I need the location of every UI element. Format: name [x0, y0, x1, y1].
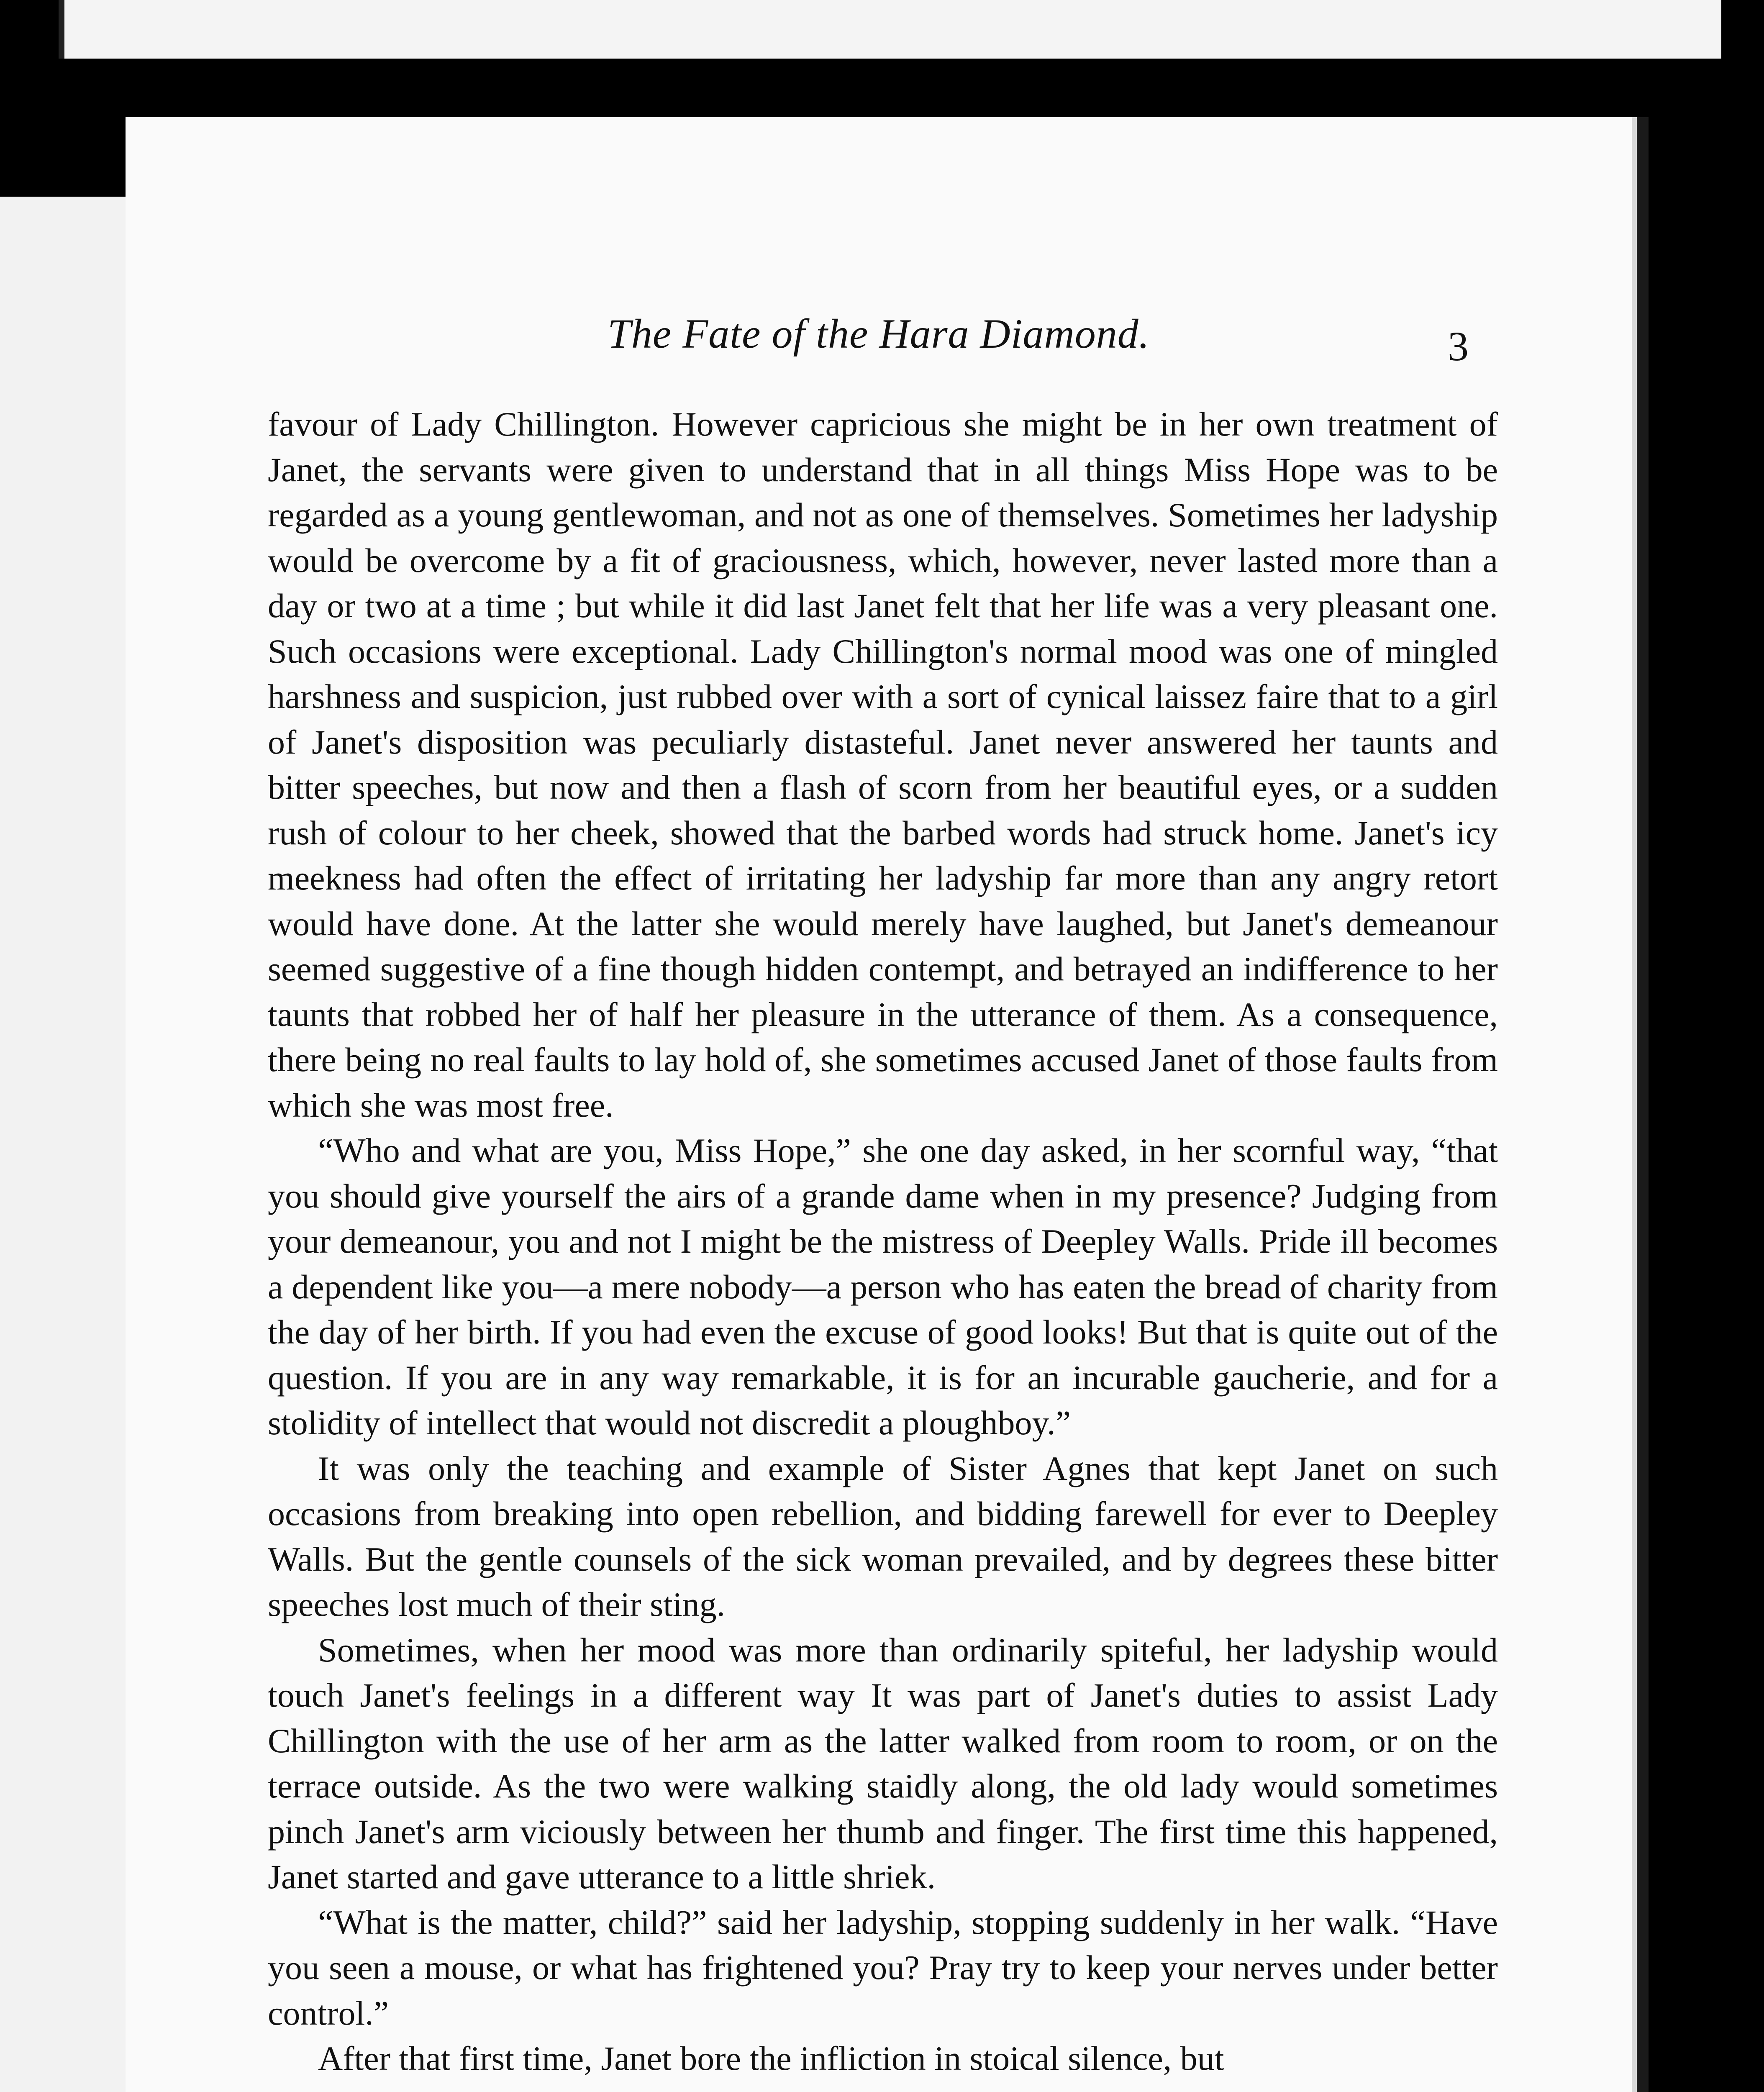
page-number: 3	[1448, 323, 1469, 369]
paragraph: “Who and what are you, Miss Hope,” she one day asked, in her scornful way, “that you should give yourself the airs of a grande dame when in my presence? Judging from your demeanour, you and not I might be the mistress of Deepley Walls. Pride ill becomes a dependent like you—a mere nobody—a person who has eaten the bread of charity from the day of her birth. If you had even the excuse of good looks! But that is quite out of the question. If you are in any way remarkable, it is for an incurable gaucherie, and for a stolidity of intellect that would not discredit a ploughboy.”	[268, 1131, 1498, 1442]
paragraph: Sometimes, when her mood was more than ordinarily spiteful, her ladyship would touch Janet's feelings in a different way It was part of Janet's duties to assist Lady Chillington with the use of her arm as the latter walked from room to room, or on the terrace outside. As the two were walking staidly along, the old lady would sometimes pinch Janet's arm viciously between her thumb and finger. The first time this happened, Janet started and gave utterance to a little shriek.	[268, 1631, 1498, 1896]
paragraph: It was only the teaching and example of Sister Agnes that kept Janet on such occasions from breaking into open rebellion, and bidding farewell for ever to Deepley Walls. But the gentle counsels of the sick woman prevailed, and by degrees these bitter speeches lost much of their sting.	[268, 1449, 1498, 1623]
paragraph: “What is the matter, child?” said her ladyship, stopping suddenly in her walk. “Have you seen a mouse, or what has frightened you? Pray try to keep your nerves under better control.”	[268, 1903, 1498, 2032]
body-text	[268, 402, 1498, 2082]
running-head: The Fate of the Hara Diamond.	[608, 310, 1150, 357]
book-page	[126, 117, 1632, 2092]
previous-page-edge	[59, 0, 1721, 59]
paragraph: After that first time, Janet bore the infliction in stoical silence, but	[318, 2039, 1224, 2077]
paragraph: favour of Lady Chillington. However capricious she might be in her own treatment of Janet, the servants were given to understand that in all things Miss Hope was to be regarded as a young gentlewoman, and not as one of themselves. Sometimes her ladyship would be overcome by a fit of graciousness, which, however, never lasted more than a day or two at a time ; but while it did last Janet felt that her life was a very pleasant one. Such occasions were exceptional. Lady Chillington's normal mood was one of mingled harshness and suspicion, just rubbed over with a sort of cynical laissez faire that to a girl of Janet's disposition was peculiarly distasteful. Janet never answered her taunts and bitter speeches, but now and then a flash of scorn from her beautiful eyes, or a sudden rush of colour to her cheek, showed that the barbed words had struck home. Janet's icy meekness had often the effect of irritating her ladyship far more than any angry retort would have done. At the latter she would merely have laughed, but Janet's demeanour seemed suggestive of a fine though hidden contempt, and betrayed an indifference to her taunts that robbed her of half her pleasure in the utterance of them. As a consequence, there being no real faults to lay hold of, she sometimes accused Janet of those faults from which she was most free.	[268, 405, 1498, 1124]
